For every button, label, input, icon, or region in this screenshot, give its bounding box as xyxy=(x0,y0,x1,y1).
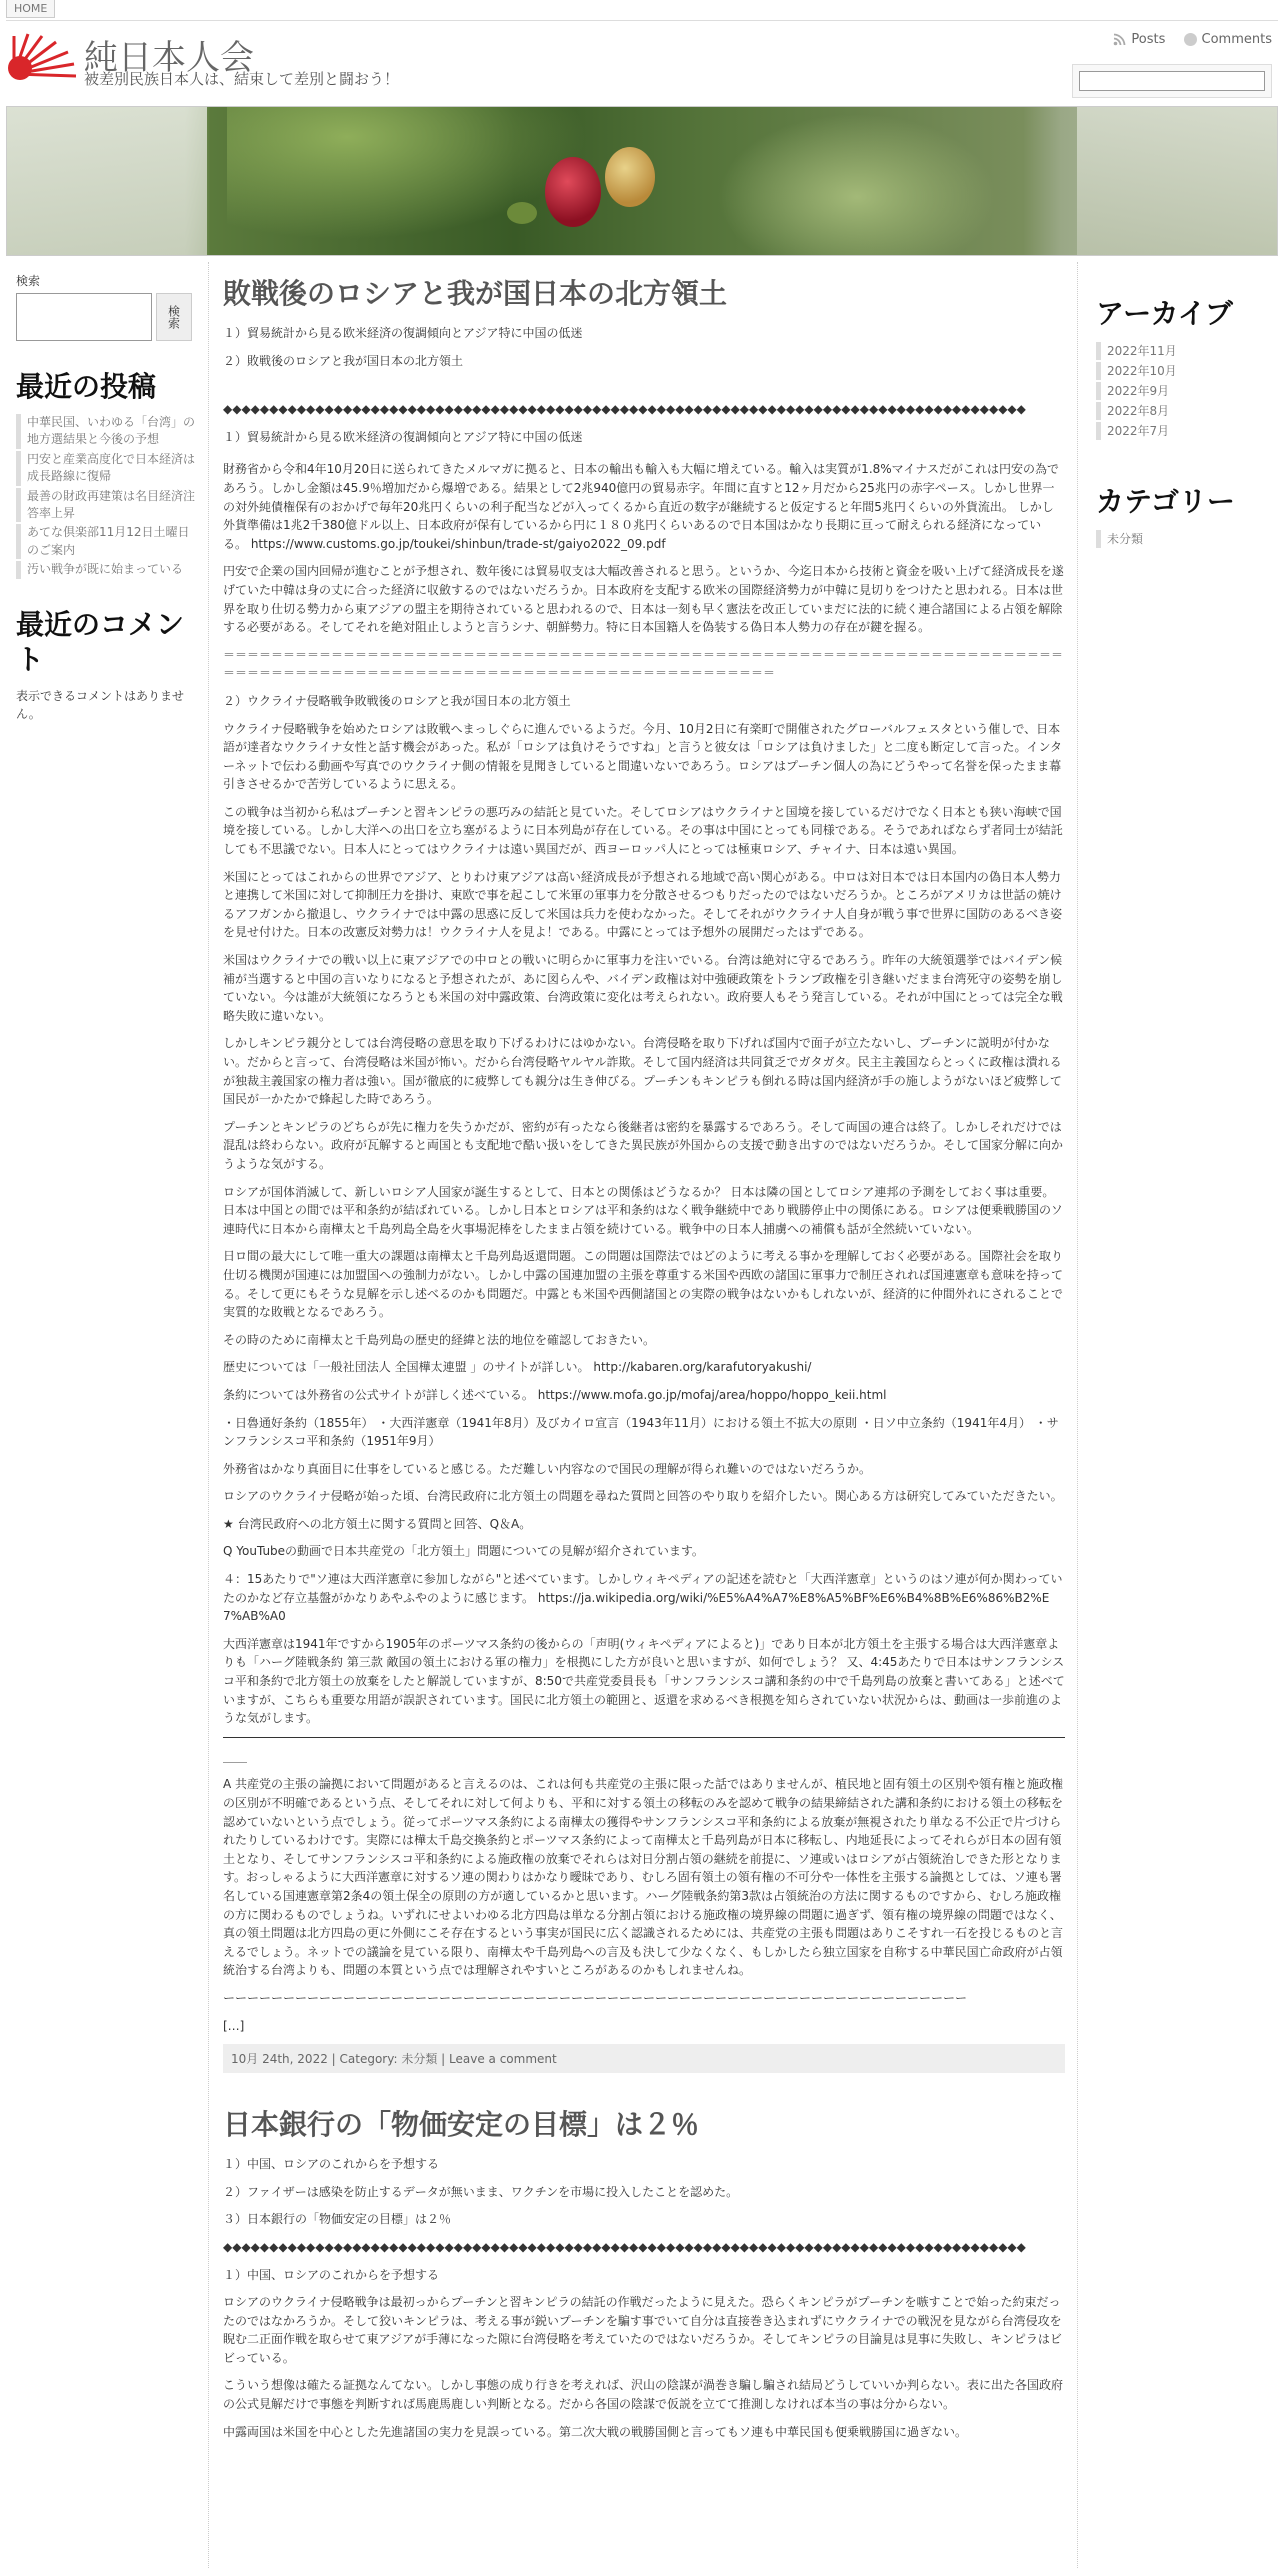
comment-bubble-icon xyxy=(1184,33,1197,46)
post-separator: ◆◆◆◆◆◆◆◆◆◆◆◆◆◆◆◆◆◆◆◆◆◆◆◆◆◆◆◆◆◆◆◆◆◆◆◆◆◆◆◆◆◆◆◆◆◆◆◆◆◆◆◆◆◆◆◆◆◆◆◆◆◆◆◆◆◆◆◆◆◆◆◆◆◆◆◆◆◆◆◆◆◆◆◆◆◆◆ xyxy=(223,402,1026,417)
post-meta: 10月 24th, 2022 | Category: 未分類 | Leave a comment xyxy=(223,2044,1065,2073)
post-separator: ＿＿ xyxy=(223,1749,248,1764)
post-paragraph: ロシアのウクライナ侵略戦争は最初っからプーチンと習キンピラの結託の作戦だったように見えた。恐らくキンピラがプーチンを嗾すことで始った約束だったのではなかろうか。そして狡いキンピラは、考える事が鋭いプーチンを騙す事でいて自分は直接巻き込まれずにウクライナでの戦況を見ながら台湾侵攻を睨む二正面作戦を取らせて東アジアが手薄になった隙に台湾侵略を考えていたのではないだろうか。そしてキンピラの目論見は見事に失敗し、キンピラはビビっている。 xyxy=(223,2295,1062,2365)
recent-post-link[interactable]: 円安と産業高度化で日本経済は成長路線に復帰 xyxy=(16,451,196,486)
recent-posts-list xyxy=(16,414,196,579)
archive-link[interactable]: 2022年7月 xyxy=(1096,422,1278,440)
recent-post-link[interactable]: あてな倶楽部11月12日土曜日のご案内 xyxy=(16,524,196,559)
sidebar-search-input[interactable] xyxy=(16,293,152,341)
post-paragraph: １）貿易統計から見る欧米経済の復調傾向とアジア特に中国の低迷 xyxy=(223,326,583,340)
post-paragraph: ４：15あたりで"ソ連は大西洋憲章に参加しながら"と述べています。しかしウィキペディアの記述を読むと「大西洋憲章」というのはソ連が何か関わっていたのかなど存立基盤がかなりあやふやのように感じます。 https://ja.wikipedia.org/wiki/%E5%A4%A7%E8%A5%BF%E6%B4%8B%E6%86%B2%E7%AB%A0 xyxy=(223,1572,1063,1624)
right-sidebar xyxy=(1090,262,1278,550)
post-paragraph: 中露両国は米国を中心とした先進諸国の実力を見誤っている。第二次大戦の戦勝国側と言ってもソ連も中華民国も便乗戦勝国に過ぎない。 xyxy=(223,2424,968,2439)
post-paragraph: しかしキンピラ親分としては台湾侵略の意思を取り下げるわけにはゆかない。台湾侵略を取り下げれば国内で面子が立たないし、プーチンに説明が付かない。だからと言って、台湾侵略は米国が怖い。だから台湾侵略ヤルヤル詐欺。そして国内経済は共同貧乏でガタガタ。民主主義国ならとっくに政権は潰れるが独裁主義国家の権力者は強い。国が徹底的に疲弊しても親分は生き伸びる。プーチンもキンピラも倒れる時は国内経済が手の施しようがないほど疲弊して国民が一かたかで蜂起した時であろう。 xyxy=(223,1036,1062,1107)
categories-title: カテゴリー xyxy=(1096,485,1235,518)
categories-list xyxy=(1096,530,1278,548)
post-paragraph: 米国はウクライナでの戦い以上に東アジアでの中ロとの戦いに明らかに軍事力を注いでいる。台湾は絶対に守るであろう。昨年の大統領選挙ではバイデン候補が当選すると中国の言いなりになると予想されたが、あに図らんや、バイデン政権は対中強硬政策をトランプ政権を引き継いだまま台湾死守の姿勢を崩していない。今は誰が大統領になろうとも米国の対中露政策、台湾政策に変化は考えられない。政府要人もそう発言している。それが中国にとっては完全な戦略失敗に違いない。 xyxy=(223,953,1063,1023)
comments-feed-link[interactable] xyxy=(1184,32,1272,47)
post-paragraph: ・日魯通好条約（1855年） ・大西洋憲章（1941年8月）及びカイロ宣言（1943年11月）における領土不拡大の原則 ・日ソ中立条約（1941年4月） ・サンフランシスコ平和条約（1951年9月） xyxy=(223,1415,1059,1449)
site-header xyxy=(6,22,1278,106)
archives-title: アーカイブ xyxy=(1096,297,1233,330)
post-paragraph: ２）ウクライナ侵略戦争敗戦後のロシアと我が国日本の北方領土 xyxy=(223,693,571,708)
post xyxy=(223,272,1065,2073)
post xyxy=(223,2103,1065,2441)
archives-list xyxy=(1096,342,1278,440)
site-description: 被差別民族日本人は、結束して差別と闘おう！ xyxy=(84,70,400,88)
feed-links xyxy=(1099,32,1272,50)
sidebar-search-button[interactable]: 検索 xyxy=(156,293,192,341)
post-paragraph: こういう想像は確たる証拠なんてない。しかし事態の成り行きを考えれば、沢山の陰謀が渦巻き騙し騙され結局どうしていいか判らない。表に出た各国政府の公式見解だけで事態を判断すれば馬鹿馬鹿しい判断となる。だから各国の陰謀で仮説を立てて推測しなければ本当の事は分からない。 xyxy=(223,2378,1064,2412)
post-paragraph: ウクライナ侵略戦争を始めたロシアは敗戦へまっしぐらに進んでいるようだ。今月、10月2日に有楽町で開催されたグローバルフェスタという催しで、日本語が達者なウクライナ女性と話す機会があった。私が「ロシアは負けそうですね」と言うと彼女は「ロシアは負けました」と二度も断定して言った。インターネットで伝わる動画や写真でのウクライナ側の情報を見聞きしていると間違いないであろう。ロシアはプーチン個人の為にどうやって名誉を保ったまま幕引きさせるかで苦労しているように思える。 xyxy=(223,721,1063,792)
site-title[interactable]: 純日本人会 xyxy=(84,38,254,78)
post-paragraph: 大西洋憲章は1941年ですから1905年のポーツマス条約の後からの「声明(ウィキペディアによると)」であり日本が北方領土を主張する場合は大西洋憲章よりも「ハーグ陸戦条約 第三款 敵国の領土における軍の権力」を根拠にした方が良いと思いますが、如何でしょう？ 又、4:45あたりで日本はサンフランシスコ平和条約で北方領土の放棄をしたと解説していますが、8:50で共産党委員長も「サンフランシスコ講和条約の中で千島列島の放棄と書いてある」と述べていますが、こちらも重要な用語が誤訳されています。国民に北方領土の範囲と、返還を求めるべき根拠を知らされていない状況からは、動画は一歩前進のような気がします。 xyxy=(223,1636,1065,1726)
recent-comments-title: 最近のコメント xyxy=(16,607,185,676)
horizontal-rule xyxy=(223,1737,1065,1738)
post-separator: ーーーーーーーーーーーーーーーーーーーーーーーーーーーーーーーーーーーーーーーーーーーーーーーーーーーーーーーーーーーーーー xyxy=(223,1990,968,2005)
post-paragraph: ★ 台湾民政府への北方領土に関する質問と回答、Q＆A。 xyxy=(223,1516,532,1531)
post-paragraph: 米国にとってはこれからの世界でアジア、とりわけ東アジアは高い経済成長が予想される地域で高い関心がある。中ロは対日本では日本国内の偽日本人勢力と連携して米国に対して抑制圧力を掛け、東欧で事を起こして米軍の軍事力を分散させるつもりだったのではないだろうか。ところがアメリカは世話の焼けるアフガンから撤退し、ウクライナでは中露の思惑に反して米国は兵力を使わなかった。そしてそれがウクライナ人自身が戦う事で世界に国防のあるべき姿を見せ付けた。日本の改憲反対勢力は！ウクライナ人を見よ！である。中露にとっては予想外の展開だったはずである。 xyxy=(223,869,1063,940)
post-paragraph: １）貿易統計から見る欧米経済の復調傾向とアジア特に中国の低迷 xyxy=(223,429,583,444)
post-paragraph: ２）敗戦後のロシアと我が国日本の北方領土 xyxy=(223,353,464,368)
post-category-link[interactable]: 未分類 xyxy=(401,2052,438,2067)
post-paragraph: １）中国、ロシアのこれからを予想する xyxy=(223,2267,440,2282)
post-separator: ◆◆◆◆◆◆◆◆◆◆◆◆◆◆◆◆◆◆◆◆◆◆◆◆◆◆◆◆◆◆◆◆◆◆◆◆◆◆◆◆◆◆◆◆◆◆◆◆◆◆◆◆◆◆◆◆◆◆◆◆◆◆◆◆◆◆◆◆◆◆◆◆◆◆◆◆◆◆◆◆◆◆◆◆◆◆◆ xyxy=(223,2239,1026,2254)
post-paragraph: A 共産党の主張の論拠において問題があると言えるのは、これは何も共産党の主張に限った話ではありませんが、植民地と固有領土の区別や領有権と施政権の区別が不明確であるという点、そしてそれに対して何よりも、平和に対する領土の移転のみを認めて戦争の結果締結された講和条約における領土の移転を認めていないという点でしょう。従ってポーツマス条約による南樺太の獲得やサンフランシスコ平和条約による放棄が無視されたり単なる不公正で片づけられたりしているわけです。実際には樺太千島交換条約とポーツマス条約によって南樺太と千島列島が日本に移転し、内地延長によってそれらが日本の固有領土となり、そしてサンフランシスコ平和条約による施政権の放棄でそれらは対日分割占領の継続を前提に、ソ連或いはロシアが占領統治しできた形となります。おっしゃるように大西洋憲章に対するソ連の関わりはかなり曖昧であり、むしろ固有領土の領有権の不可分や一体性を主張する論拠としては、ソ連も署名している国連憲章第2条4の領土保全の原則の方が適しているかと思います。ハーグ陸戦条約第3款は占領統治の方法に関するものですから、むしろ施政権の方に関わるものでしょうね。いずれにせよいわゆる北方四島は単なる分割占領における施政権の境界線の問題に過ぎず、領有権の境界線の問題ではなく、真の領土問題は北方四島の更に外側にこそ存在するという事実が国民に広く認識されるためには、共産党の主張も問題はありこそすれ一石を投じるものと言えるでしょう。ネットでの議論を見ている限り、南樺太や千島列島への言及も決して少なくなく、もしかしたら独立国家を自称する中華民国亡命政府が占領統治する台湾よりも、問題の本質という点では理解されやすいところがあるのかもしれませんね。 xyxy=(223,1777,1064,1978)
post-paragraph: 条約については外務省の公式サイトが詳しく述べている。 https://www.mofa.go.jp/mofaj/area/hoppo/hoppo_keii.html xyxy=(223,1387,887,1402)
sidebar-search xyxy=(16,293,206,341)
header-banner-image xyxy=(6,106,1278,256)
nav-home-link[interactable]: HOME xyxy=(6,0,55,18)
header-search-input[interactable] xyxy=(1079,71,1265,91)
recent-post-link[interactable]: 汚い戦争が既に始まっている xyxy=(16,561,196,578)
site-logo-icon[interactable] xyxy=(6,30,78,86)
post-title-link[interactable]: 日本銀行の「物価安定の目標」は２％ xyxy=(223,2108,700,2142)
post-paragraph: １）中国、ロシアのこれからを予想する xyxy=(223,2157,440,2172)
leave-comment-link[interactable]: Leave a comment xyxy=(449,2052,557,2067)
recent-post-link[interactable]: 最善の財政再建策は名目経済注答率上昇 xyxy=(16,488,196,523)
post-date: 10月 24th, 2022 xyxy=(231,2052,328,2067)
comments-feed-label: Comments xyxy=(1201,32,1272,47)
recent-post-link[interactable]: 中華民国、いわゆる「台湾」の地方選結果と今後の予想 xyxy=(16,414,196,449)
recent-comments-empty: 表示できるコメントはありません。 xyxy=(16,688,185,721)
post-category-label: Category: xyxy=(339,2052,398,2067)
post-paragraph: ２）ファイザーは感染を防止するデータが無いまま、ワクチンを市場に投入したことを認めた。 xyxy=(223,2184,739,2199)
post-title-link[interactable]: 敗戦後のロシアと我が国日本の北方領土 xyxy=(223,277,728,310)
post-more-link[interactable]: […] xyxy=(223,2018,245,2033)
posts-feed-label: Posts xyxy=(1131,32,1166,47)
top-navigation xyxy=(6,0,1278,21)
post-paragraph: ３）日本銀行の「物価安定の目標」は２％ xyxy=(223,2212,452,2227)
post-paragraph: 財務省から令和4年10月20日に送られてきたメルマガに拠ると、日本の輸出も輸入も大幅に増えている。輸入は実質が1.8%マイナスだがこれは円安の為であろう。しかし金額は45.9％増加だから爆増である。結果として2兆940億円の貿易赤字。年間に直すと12ヶ月だから25兆円の赤字ペース。しかし世界一の対外純債権保有のおかげで毎年20兆円くらいの利子配当などが入ってくるから直近の数字が継続すると仮定すると年間5兆円くらいの外貨流出。 しかし外貨準備は1兆2千380億ドル以上、日本政府が保有しているから円に１８０兆円くらいあるので日本国はかなり長期に亘って耐えられる経済になっている。 https://www.customs.go.jp/toukei/shinbun/trade-st/gaiyo2022_09.pdf xyxy=(223,462,1059,551)
post-separator: ＝＝＝＝＝＝＝＝＝＝＝＝＝＝＝＝＝＝＝＝＝＝＝＝＝＝＝＝＝＝＝＝＝＝＝＝＝＝＝＝＝＝＝＝＝＝＝＝＝＝＝＝＝＝＝＝＝＝＝＝＝＝＝＝＝＝＝＝＝＝＝＝＝＝＝＝＝＝＝＝＝＝＝＝＝＝＝＝＝＝＝＝＝＝＝＝＝＝＝＝＝＝＝＝＝＝＝＝＝＝＝＝＝＝＝＝ xyxy=(223,647,1064,681)
header-search xyxy=(1072,64,1272,98)
post-paragraph: この戦争は当初から私はプーチンと習キンピラの悪巧みの結託と見ていた。そしてロシアはウクライナと国境を接しているだけでなく日本とも狭い海峡で国境を接している。しかし大洋への出口を立ち塞がるように日本列島が存在している。その事は中国にとっても同様である。そうであればならず者同士が結託しても不思議でない。日本人にとってはウクライナは遠い異国だが、西ヨーロッパ人にとっては極東ロシア、チャイナ、日本は遠い異国。 xyxy=(223,804,1063,857)
archive-link[interactable]: 2022年10月 xyxy=(1096,362,1278,380)
post-paragraph: 日ロ間の最大にして唯一重大の課題は南樺太と千島列島返還問題。この問題は国際法ではどのように考える事かを理解しておく必要がある。国際社会を取り仕切る機関が国連には加盟国への強制力がない。しかし中露の国連加盟の主張を尊重する米国や西欧の諸国に軍事力で制圧されれば国連憲章も意味を持ってる。そして更にもそうな見解を示し述べるのかも問題だ。中露とも米国や西側諸国との実際の戦争はないかもしれないが、経済的に仲間外れにされることで実質的な敗戦となるであろう。 xyxy=(223,1249,1064,1320)
post-paragraph: ロシアが国体消滅して、新しいロシア人国家が誕生するとして、日本との関係はどうなるか？ 日本は隣の国としてロシア連邦の予測をしておく事は重要。 日本は中国との間では平和条約が結ばれている。しかし日本とロシアは平和条約はなく戦争継続中であり戦勝停止中の関係にある。ロシアは便乗戦勝国のソ連時代に日本から南樺太と千島列島全島を火事場泥棒をしたまま占領を続けている。戦争中の日本人捕虜への補償も話が全然続いていない。 xyxy=(223,1184,1063,1236)
post-paragraph: プーチンとキンピラのどちらが先に権力を失うかだが、密約が有ったなら後継者は密約を暴露するであろう。そして両国の連合は終了。しかしそれだけでは混乱は終わらない。政府が瓦解すると両国とも支配地で酷い扱いをしてきた異民族が外国からの支援で動き出すのではないだろうか。そして国家分解に向かうような気がする。 xyxy=(223,1119,1064,1171)
posts-feed-link[interactable] xyxy=(1113,32,1165,47)
post-paragraph: 外務省はかなり真面目に仕事をしていると感じる。ただ難しい内容なので国民の理解が得られ難いのではないだろうか。 xyxy=(223,1461,872,1476)
search-label: 検索 xyxy=(16,274,41,288)
rss-icon xyxy=(1113,33,1126,46)
left-sidebar xyxy=(6,262,206,723)
archive-link[interactable]: 2022年9月 xyxy=(1096,382,1278,400)
post-paragraph: その時のために南樺太と千島列島の歴史的経緯と法的地位を確認しておきたい。 xyxy=(223,1332,656,1347)
post-paragraph: ロシアのウクライナ侵略が始った頃、台湾民政府に北方領土の問題を尋ねた質問と回答のやり取りを紹介したい。関心ある方は研究してみていただきたい。 xyxy=(223,1489,1063,1504)
post-paragraph: 円安で企業の国内回帰が進むことが予想され、数年後には貿易収支は大幅改善されると思う。というか、今迄日本から技術と資金を吸い上げて経済成長を遂げていた中韓は身の丈に合った経済に収斂するのではないだろうか。日本政府を支配する欧米の国際経済勢力が中韓に見切りをつけたと思われる。日本は世界を取り仕切る勢力から東アジアの盟主を期待されていると思われるので、日本は一刻も早く憲法を改正していまだに法的に続く連合諸国による占領を解除する必要がある。そしてそれを絶対阻止しようと言うシナ、朝鮮勢力。特に日本国籍人を偽装する偽日本人勢力の存在が鍵を握る。 xyxy=(223,564,1064,635)
post-paragraph: 歴史については「一般社団法人 全国樺太連盟 」のサイトが詳しい。 http://kabaren.org/karafutoryakushi/ xyxy=(223,1360,812,1375)
post-paragraph: Q YouTubeの動画で日本共産党の「北方領土」問題についての見解が紹介されています。 xyxy=(223,1544,704,1559)
archive-link[interactable]: 2022年8月 xyxy=(1096,402,1278,420)
category-link[interactable]: 未分類 xyxy=(1096,530,1278,548)
recent-posts-title: 最近の投稿 xyxy=(16,370,157,403)
archive-link[interactable]: 2022年11月 xyxy=(1096,342,1278,360)
main-content xyxy=(208,262,1078,2568)
